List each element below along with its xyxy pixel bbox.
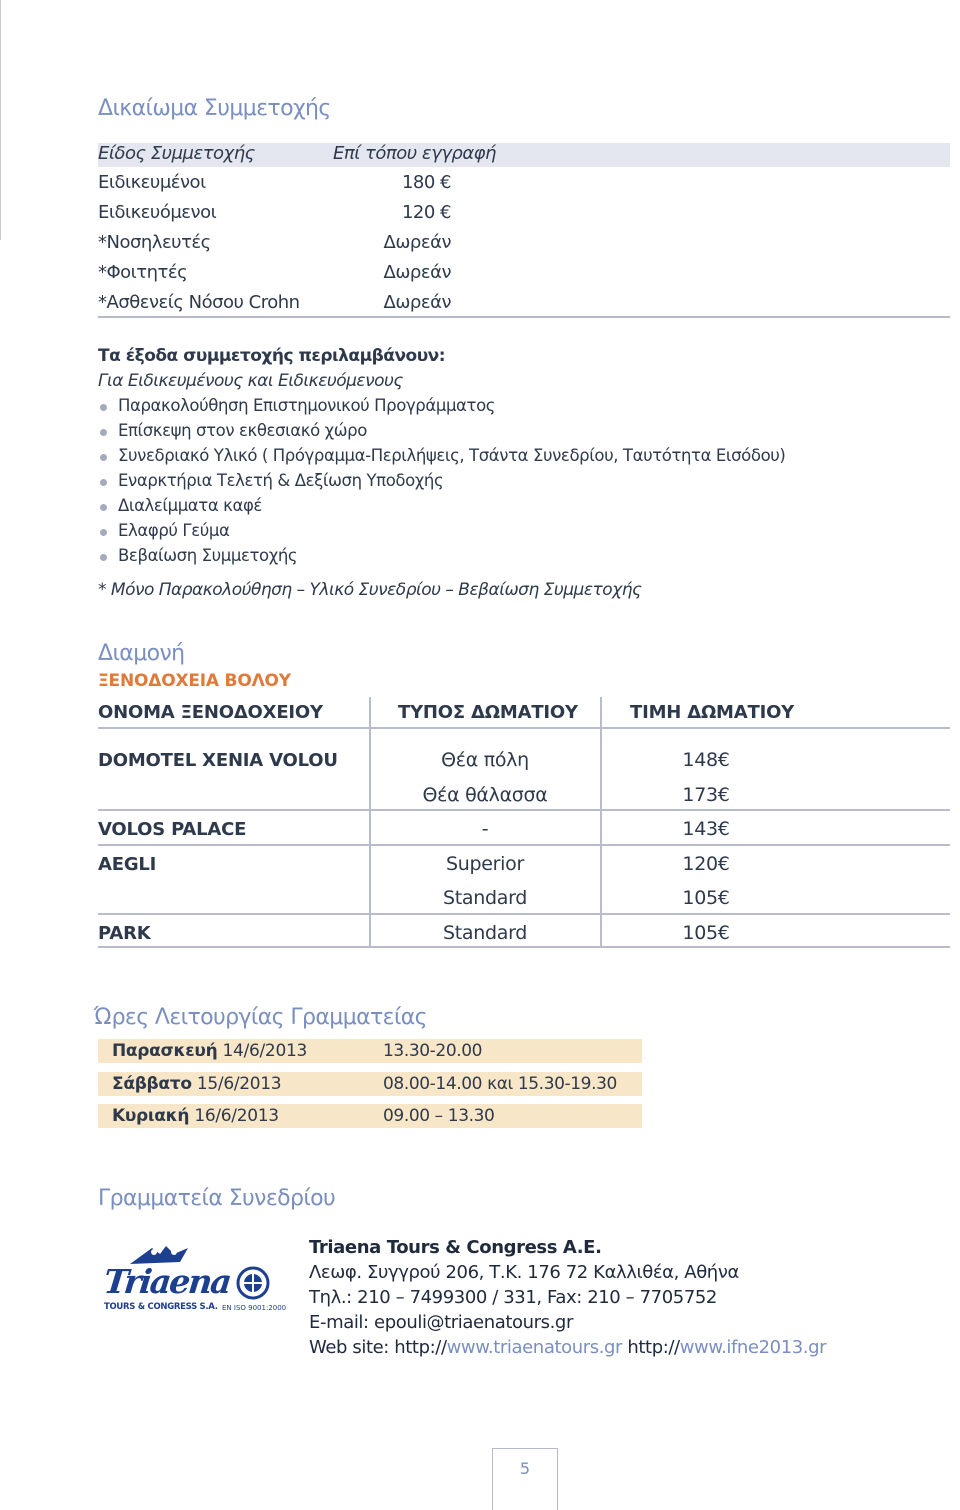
registration-label: *Νοσηλευτές [98, 232, 211, 253]
includes-title: Τα έξοδα συμμετοχής περιλαμβάνουν: [98, 346, 446, 366]
hours-day: Παρασκευή [112, 1041, 218, 1061]
web-prefix: http:// [622, 1337, 680, 1358]
hotel-col-name: ΟΝΟΜΑ ΞΕΝΟΔΟΧΕΙΟΥ [98, 702, 323, 723]
bullet-icon [100, 479, 107, 486]
includes-item: Βεβαίωση Συμμετοχής [118, 546, 298, 565]
hotel-name: VOLOS PALACE [98, 819, 247, 840]
iso-text: EN ISO 9001:2000 [222, 1304, 287, 1312]
hours-row [98, 1104, 642, 1128]
hotel-table-vline [600, 697, 602, 729]
accommodation-subtitle: ΞΕΝΟΔΟΧΕΙΑ ΒΟΛΟΥ [98, 671, 291, 691]
hotel-table-vline [369, 697, 371, 729]
hotel-price: 148€ [682, 749, 730, 771]
includes-item: Επίσκεψη στον εκθεσιακό χώρο [118, 421, 367, 440]
hours-day: Σάββατο [112, 1074, 192, 1094]
hotel-room-type: Standard [442, 887, 528, 909]
bullet-icon [100, 554, 107, 561]
hours-time: 08.00-14.00 και 15.30-19.30 [383, 1074, 617, 1094]
registration-col-type: Είδος Συμμετοχής [98, 143, 255, 164]
company-websites [309, 1337, 826, 1358]
hotel-table-row-line [98, 913, 950, 915]
hours-time: 13.30-20.00 [383, 1041, 483, 1061]
hours-date: 15/6/2013 [196, 1074, 282, 1094]
registration-value: Δωρεάν [383, 262, 451, 283]
bullet-icon [100, 404, 107, 411]
hotel-room-type: Superior [446, 853, 524, 875]
logo-text: Triaena [101, 1262, 232, 1301]
hotel-col-room: ΤΥΠΟΣ ΔΩΜΑΤΙΟΥ [398, 702, 578, 723]
registration-divider [98, 316, 950, 318]
company-phone: Τηλ.: 210 – 7499300 / 331, Fax: 210 – 7705752 [309, 1287, 717, 1308]
bullet-icon [100, 529, 107, 536]
page-number-tab [492, 1448, 558, 1510]
includes-item: Παρακολούθηση Επιστημονικού Προγράμματος [118, 396, 496, 415]
hotel-name: PARK [98, 923, 151, 944]
page-number: 5 [519, 1459, 531, 1478]
bullet-icon [100, 429, 107, 436]
hotel-room-type: Θέα θάλασσα [422, 784, 548, 806]
registration-value: Δωρεάν [383, 232, 451, 253]
hotel-price: 173€ [682, 784, 730, 806]
includes-item: Διαλείμματα καφέ [118, 496, 262, 515]
page-edge-mark [0, 0, 1, 240]
secretariat-title: Γραμματεία Συνεδρίου [98, 1186, 336, 1211]
hours-row [98, 1072, 642, 1096]
registration-row [98, 232, 548, 262]
website-link-ifne[interactable]: www.ifne2013.gr [679, 1337, 827, 1358]
hotel-room-type: Θέα πόλη [441, 749, 529, 771]
hotel-price: 105€ [682, 922, 730, 944]
registration-title: Δικαίωμα Συμμετοχής [98, 96, 331, 121]
iso-seal-icon [236, 1266, 270, 1300]
registration-value: 120 € [401, 202, 451, 223]
iso-certification-badge [222, 1266, 288, 1318]
hotel-name: AEGLI [98, 854, 157, 875]
web-label: Web site: [309, 1337, 395, 1358]
hours-row [98, 1039, 642, 1063]
registration-label: Ειδικευμένοι [98, 172, 206, 193]
hotel-table-bottom-line [98, 946, 950, 948]
accommodation-title: Διαμονή [98, 641, 185, 666]
web-prefix: http:// [394, 1337, 447, 1358]
hotel-room-type: Standard [442, 922, 528, 944]
hotel-table-header-line [98, 727, 950, 729]
hours-title: Ώρες Λειτουργίας Γραμματείας [94, 1005, 427, 1030]
includes-item: Εναρκτήρια Τελετή & Δεξίωση Υποδοχής [118, 471, 444, 490]
registration-value: 180 € [401, 172, 451, 193]
registration-row [98, 202, 548, 232]
includes-subtitle: Για Ειδικευμένους και Ειδικευόμενους [98, 371, 403, 391]
hours-date: 14/6/2013 [222, 1041, 307, 1061]
triaena-logo [100, 1240, 232, 1320]
hotel-table-row-line [98, 809, 950, 811]
logo-subtext: TOURS & CONGRESS S.A. [104, 1302, 218, 1312]
hotel-price: 105€ [682, 887, 730, 909]
hotel-col-price: ΤΙΜΗ ΔΩΜΑΤΙΟΥ [630, 702, 795, 723]
registration-row [98, 262, 548, 292]
bullet-icon [100, 504, 107, 511]
hotel-table-row-line [98, 844, 950, 846]
company-address: Λεωφ. Συγγρού 206, Τ.Κ. 176 72 Καλλιθέα, Αθήνα [309, 1262, 739, 1283]
hotel-price: 120€ [682, 853, 730, 875]
registration-label: *Φοιτητές [98, 262, 188, 283]
bullet-icon [100, 454, 107, 461]
company-name: Triaena Tours & Congress A.E. [309, 1237, 602, 1258]
includes-item: Ελαφρύ Γεύμα [118, 521, 230, 540]
registration-label: *Ασθενείς Νόσου Crohn [98, 292, 300, 313]
hours-day: Κυριακή [112, 1106, 190, 1126]
registration-value: Δωρεάν [383, 292, 451, 313]
hotel-name: DOMOTEL XENIA VOLOU [98, 750, 338, 771]
includes-item: Συνεδριακό Υλικό ( Πρόγραμμα-Περιλήψεις, Τσάντα Συνεδρίου, Ταυτότητα Εισόδου) [118, 446, 786, 465]
hotel-room-type: - [481, 818, 489, 840]
hours-time: 09.00 – 13.30 [383, 1106, 495, 1126]
website-link-triaena[interactable]: www.triaenatours.gr [446, 1337, 623, 1358]
registration-label: Ειδικευόμενοι [98, 202, 217, 223]
hotel-price: 143€ [682, 818, 730, 840]
registration-row [98, 172, 548, 202]
registration-col-onsite: Επί τόπου εγγραφή [333, 143, 496, 164]
company-email[interactable]: E-mail: epouli@triaenatours.gr [309, 1312, 573, 1333]
includes-note: * Μόνο Παρακολούθηση – Υλικό Συνεδρίου – Βεβαίωση Συμμετοχής [98, 580, 642, 600]
hours-date: 16/6/2013 [194, 1106, 279, 1126]
